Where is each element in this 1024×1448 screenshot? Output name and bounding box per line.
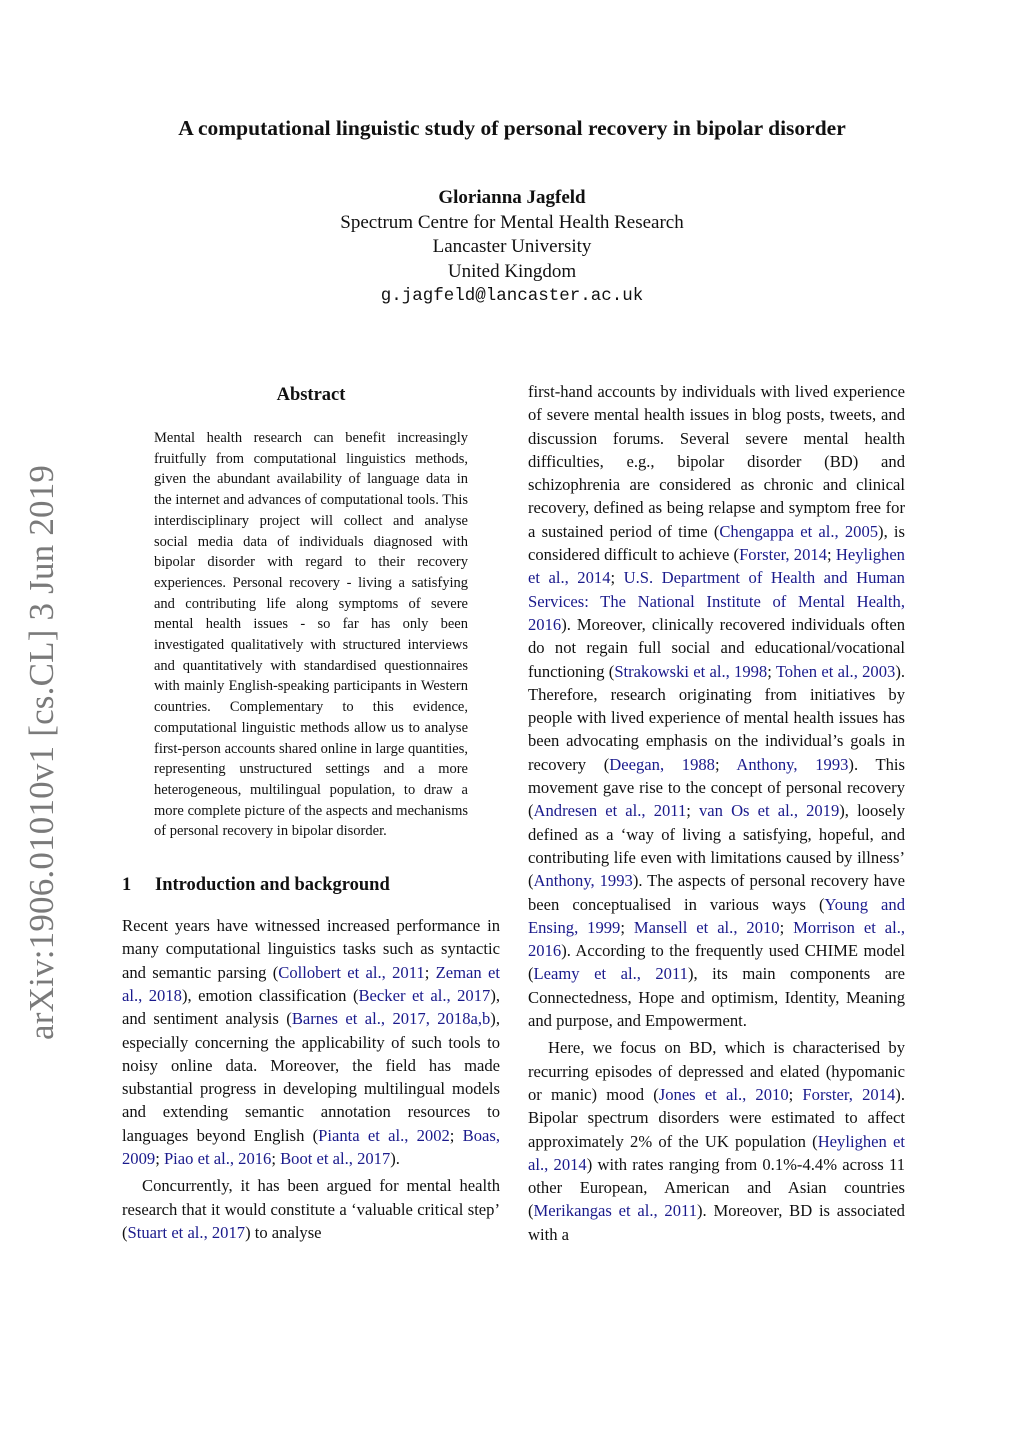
section-number: 1 xyxy=(122,875,132,896)
citation-link[interactable]: Pianta et al., 2002 xyxy=(318,1125,450,1145)
intro-paragraph-1 xyxy=(122,914,500,1170)
citation-link[interactable]: Anthony, 1993 xyxy=(533,871,633,891)
text-run: ), especially concerning the applicability of such tools to noisy online data. Moreover, the field has made substantial progress in developing multilingual models and extending semantic annotation resources to languages beyond English ( xyxy=(122,1009,500,1145)
author-block xyxy=(0,186,1024,309)
citation-link[interactable]: Heylighen et al., 2014 xyxy=(528,545,905,588)
citation-link[interactable]: Forster, 2014 xyxy=(802,1084,896,1104)
text-run: ; xyxy=(779,917,794,937)
citation-link[interactable]: Jones et al., 2010 xyxy=(658,1084,789,1104)
abstract-text: Mental health research can benefit increasingly fruitfully from computational linguistics methods, given the abundant availability of language data in the internet and advances of computational tools. This interdisciplinary project will collect and analyse social media data of individuals diagnosed with bipolar disorder with regard to their recovery experiences. Personal recovery - living a satisfying and contributing life along symptoms of severe mental health issues - so far has only been investigated qualitatively with structured interviews and quantitatively with standardised questionnaires with mainly English-speaking participants in Western countries. Complementary to this evidence, computational linguistic methods allow us to analyse first-person accounts shared online in large quantities, representing unstructured settings and a more heterogeneous, multilingual population, to draw a more complete picture of the aspects and mechanisms of personal recovery in bipolar disorder. xyxy=(154,430,468,840)
text-run: ; xyxy=(155,1149,164,1169)
text-run: ). According to the frequently used CHIME model ( xyxy=(528,941,905,984)
author-affiliation-country: United Kingdom xyxy=(447,260,577,282)
citation-link[interactable]: Andresen et al., 2011 xyxy=(533,801,687,821)
right-paragraph-1 xyxy=(528,380,905,1032)
text-run: Here, we focus on BD, which is characterised by recurring episodes of depressed and elated (hypomanic or manic) mood ( xyxy=(528,1038,905,1104)
abstract-heading: Abstract xyxy=(276,385,346,405)
citation-link[interactable]: U.S. Department of Health and Human Services: The National Institute of Mental Health, 2016 xyxy=(528,568,905,634)
text-run: ), loosely defined as a ‘way of living a satisfying, hopeful, and contributing life even with limitations caused by illness’ ( xyxy=(528,801,905,891)
text-run: ). The aspects of personal recovery have been conceptualised in various ways ( xyxy=(528,871,905,914)
citation-link[interactable]: Stuart et al., 2017 xyxy=(127,1222,246,1242)
citation-link[interactable]: Piao et al., 2016 xyxy=(163,1149,272,1169)
text-run: ). Moreover, BD is associated with a xyxy=(528,1201,905,1244)
citation-link[interactable]: Boas, 2009 xyxy=(122,1125,500,1169)
citation-link[interactable]: Merikangas et al., 2011 xyxy=(533,1201,697,1221)
citation-link[interactable]: Forster, 2014 xyxy=(739,545,827,565)
text-run: ; xyxy=(767,661,776,681)
citation-link[interactable]: van Os et al., 2019 xyxy=(699,801,840,821)
right-column xyxy=(528,380,905,1246)
text-run: ; xyxy=(788,1084,803,1104)
text-run: ; xyxy=(686,801,699,821)
citation-link[interactable]: Zeman et al., 2018 xyxy=(122,962,500,1005)
intro-paragraph-2 xyxy=(122,1174,500,1244)
text-run: first-hand accounts by individuals with lived experience of severe mental health issues in blog posts, tweets, and discussion forums. Several severe mental health difficulties, e.g., bipolar disorder (BD) and schizophrenia are considered as chronic and clinical recovery, defined as being relapse and symptom free for a sustained period of time ( xyxy=(528,382,905,541)
text-run: ). Moreover, clinically recovered individuals often do not regain full social and educational/vocational functioning ( xyxy=(528,614,905,681)
citation-link[interactable]: Young and Ensing, 1999 xyxy=(528,894,905,937)
text-run: ; xyxy=(271,1149,281,1169)
text-run: ; xyxy=(714,754,737,774)
citation-link[interactable]: Morrison et al., 2016 xyxy=(528,917,906,961)
section-title: Introduction and background xyxy=(155,875,390,896)
paper-title: A computational linguistic study of personal recovery in bipolar disorder xyxy=(178,116,846,140)
text-run: ). xyxy=(390,1149,400,1169)
section-heading xyxy=(122,870,500,900)
text-run: Recent years have witnessed increased performance in many computational linguistics tasks such as syntactic and semantic parsing ( xyxy=(122,916,500,982)
citation-link[interactable]: Mansell et al., 2010 xyxy=(633,917,780,937)
citation-link[interactable]: Strakowski et al., 1998 xyxy=(614,661,768,681)
text-run: Concurrently, it has been argued for mental health research that it would constitute a ‘valuable critical step’ ( xyxy=(122,1176,500,1242)
right-paragraph-2 xyxy=(528,1036,905,1246)
citation-link[interactable]: Deegan, 1988 xyxy=(609,754,715,774)
citation-link[interactable]: Tohen et al., 2003 xyxy=(775,661,896,681)
text-run: ; xyxy=(449,1125,463,1145)
text-run: ; xyxy=(827,545,836,565)
citation-link[interactable]: Becker et al., 2017 xyxy=(358,985,491,1005)
text-run: ), is considered difficult to achieve ( xyxy=(528,521,905,565)
author-email: g.jagfeld@lancaster.ac.uk xyxy=(380,286,644,306)
author-affiliation-centre: Spectrum Centre for Mental Health Research xyxy=(340,211,684,233)
arxiv-identifier: arXiv:1906.01010v1 [cs.CL] 3 Jun 2019 xyxy=(22,464,61,1040)
text-run: ; xyxy=(620,917,634,937)
citation-link[interactable]: Heylighen et al., 2014 xyxy=(528,1131,905,1174)
text-run: ) to analyse xyxy=(245,1222,322,1242)
author-name: Glorianna Jagfeld xyxy=(438,187,586,208)
text-run: ), and sentiment analysis ( xyxy=(122,985,501,1029)
text-run: ), emotion classification ( xyxy=(181,985,359,1005)
citation-link[interactable]: Collobert et al., 2011 xyxy=(278,962,425,982)
text-run: ). Bipolar spectrum disorders were estimated to affect approximately 2% of the UK population ( xyxy=(528,1084,905,1151)
text-run: ). This movement gave rise to the concept of personal recovery ( xyxy=(528,754,905,821)
author-affiliation-university: Lancaster University xyxy=(432,236,592,257)
citation-link[interactable]: Leamy et al., 2011 xyxy=(533,964,688,984)
text-run: ; xyxy=(610,568,624,588)
text-run: ; xyxy=(424,962,436,982)
left-column xyxy=(122,380,500,1244)
text-run: ) with rates ranging from 0.1%-4.4% across 11 other European, American and Asian countries ( xyxy=(528,1154,906,1221)
citation-link[interactable]: Boot et al., 2017 xyxy=(280,1149,391,1169)
citation-link[interactable]: Barnes et al., 2017, 2018a,b xyxy=(291,1009,491,1029)
text-run: ), its main components are Connectedness, Hope and optimism, Identity, Meaning and purpose, and Empowerment. xyxy=(528,964,905,1031)
citation-link[interactable]: Chengappa et al., 2005 xyxy=(719,521,879,541)
text-run: ). Therefore, research originating from initiatives by people with lived experience of mental health issues has been advocating emphasis on the individual’s goals in recovery ( xyxy=(528,661,905,774)
citation-link[interactable]: Anthony, 1993 xyxy=(736,754,849,774)
